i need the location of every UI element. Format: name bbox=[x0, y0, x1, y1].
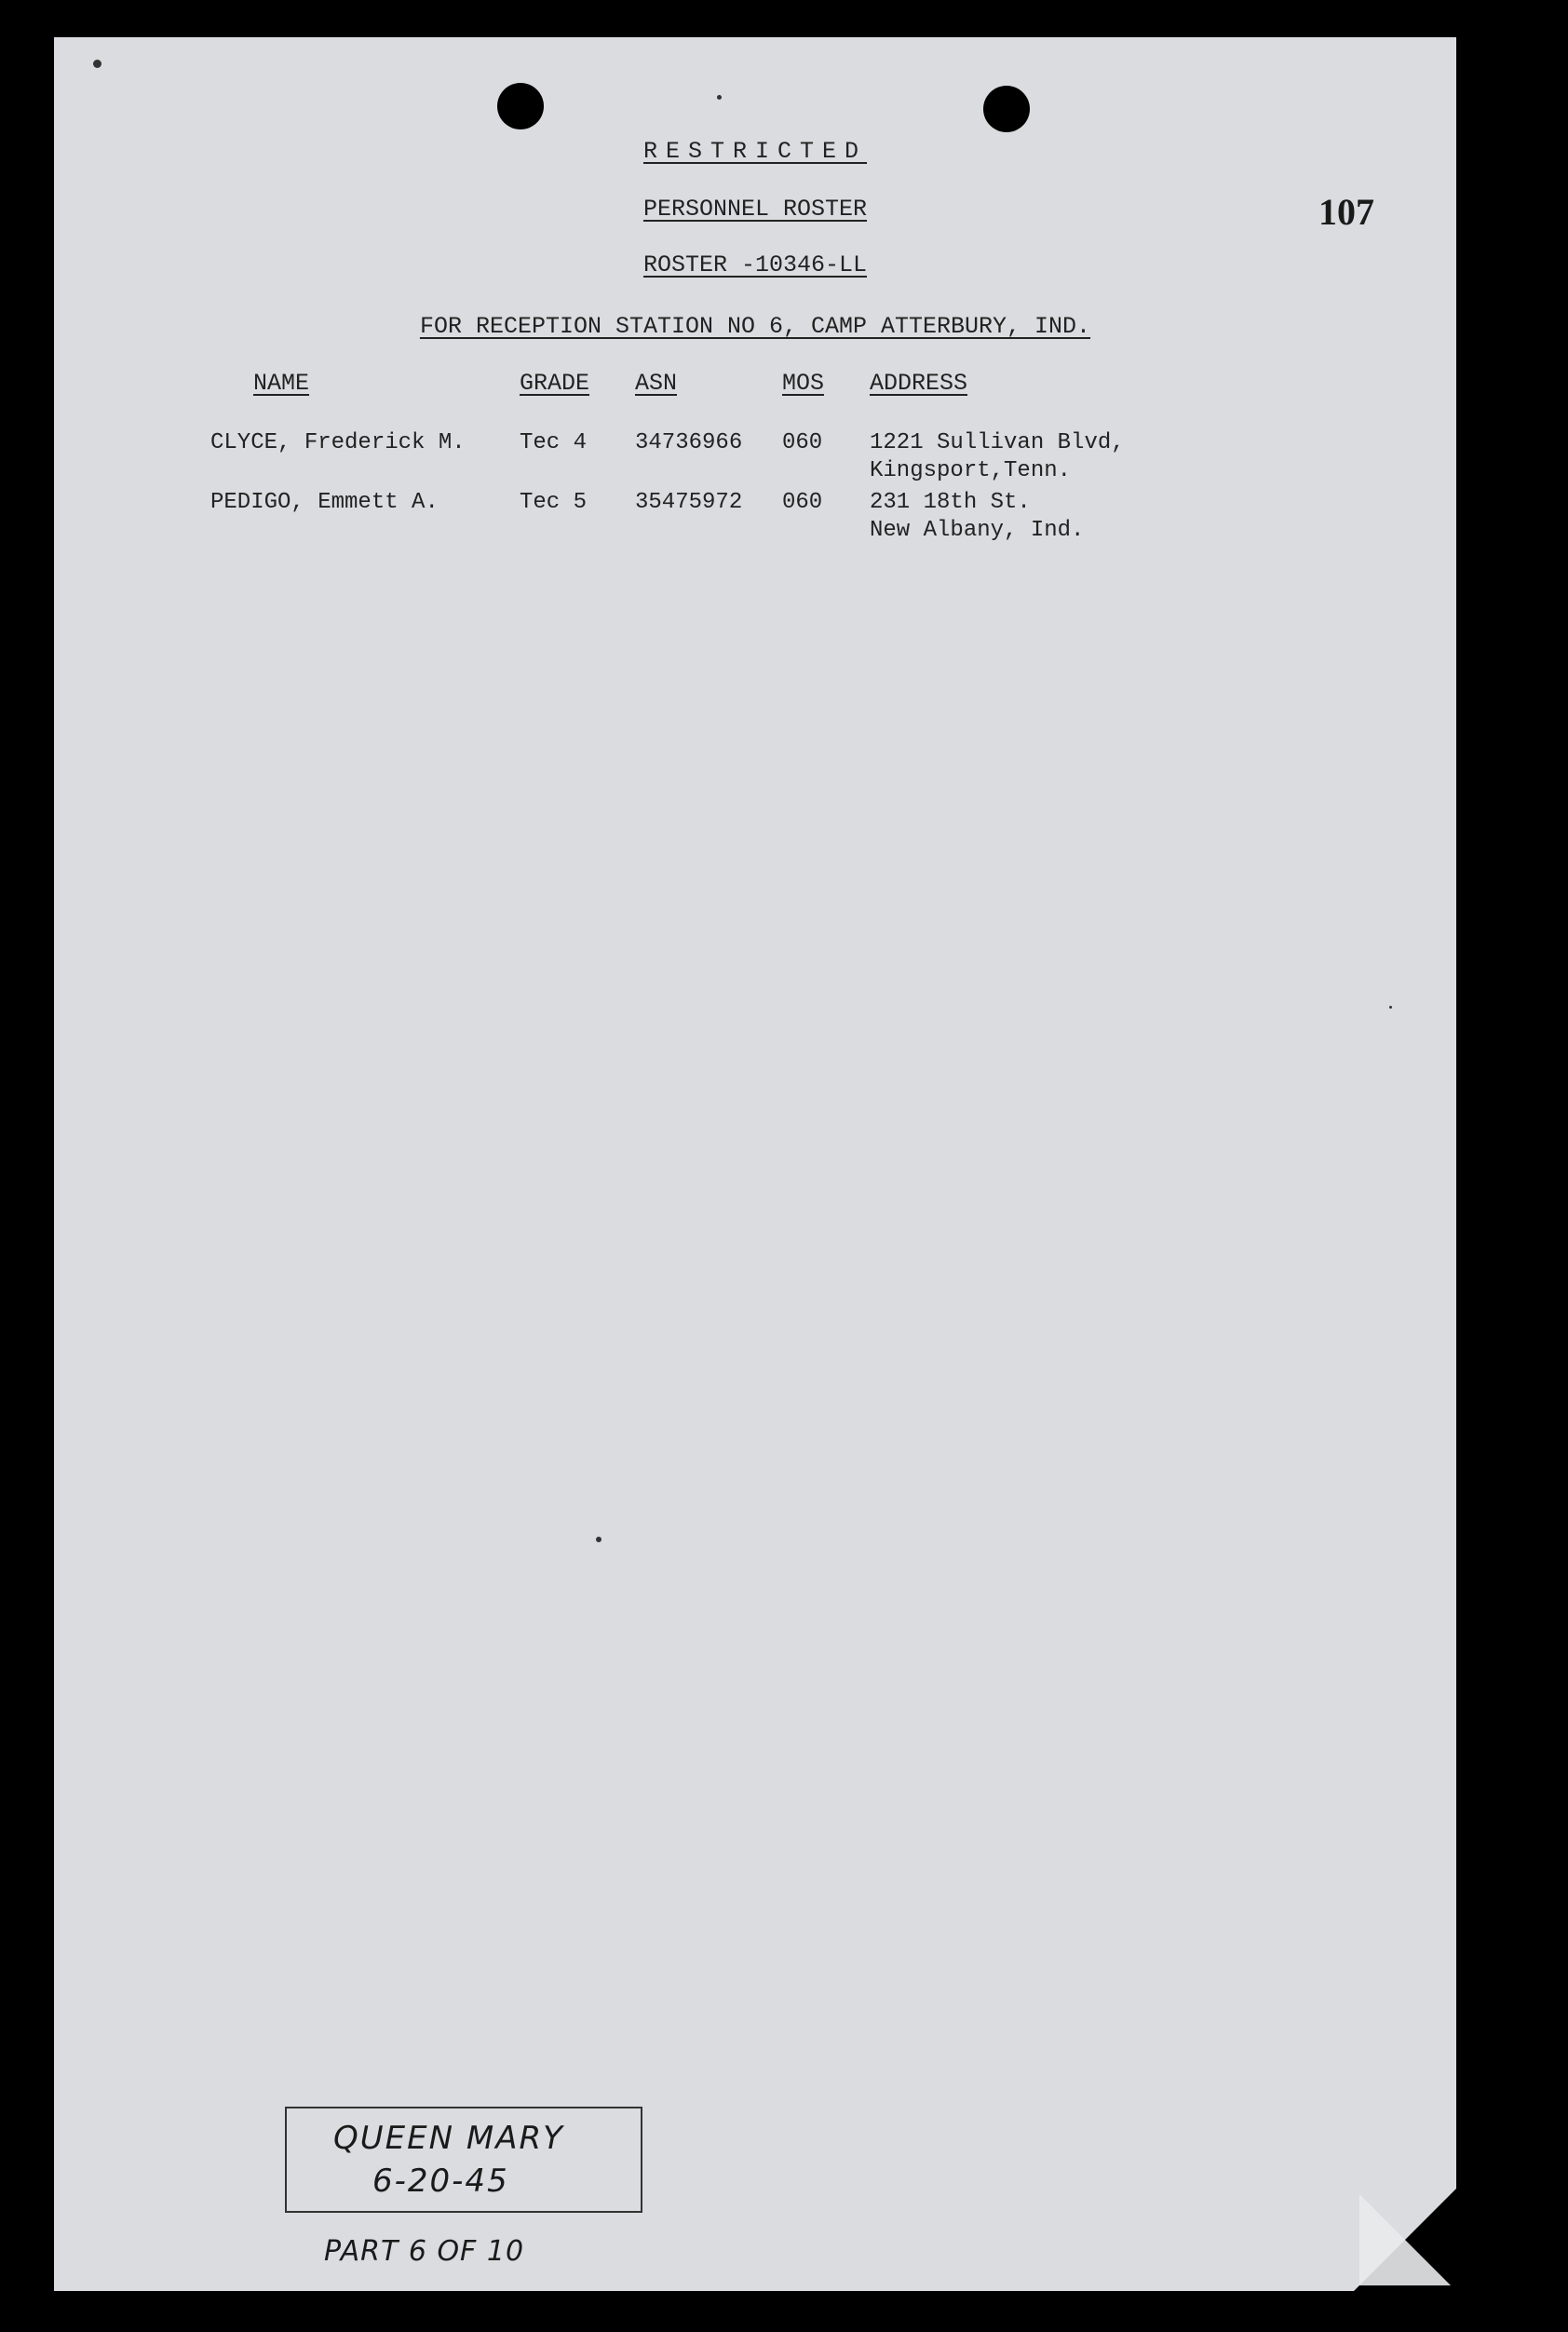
name-cell: CLYCE, Frederick M. bbox=[210, 430, 466, 455]
note-ship-name: QUEEN MARY bbox=[333, 2120, 564, 2157]
classification-heading: RESTRICTED bbox=[642, 138, 868, 165]
column-header-grade: GRADE bbox=[520, 370, 590, 397]
address-line-1: 231 18th St. bbox=[870, 490, 1031, 515]
address-line-2: Kingsport,Tenn. bbox=[870, 458, 1072, 483]
address-line-1: 1221 Sullivan Blvd, bbox=[870, 430, 1125, 455]
column-header-asn: ASN bbox=[635, 370, 678, 397]
document-title: PERSONNEL ROSTER bbox=[642, 196, 868, 223]
punch-hole-left bbox=[497, 83, 544, 129]
document-page bbox=[54, 37, 1456, 2291]
handwritten-note-box bbox=[285, 2107, 642, 2213]
grade-cell: Tec 4 bbox=[520, 430, 588, 455]
mos-cell: 060 bbox=[782, 430, 823, 455]
station-line: FOR RECEPTION STATION NO 6, CAMP ATTERBURY, IND. bbox=[419, 313, 1091, 340]
grade-cell: Tec 5 bbox=[520, 490, 588, 515]
address-line-2: New Albany, Ind. bbox=[870, 518, 1085, 543]
column-header-address: ADDRESS bbox=[870, 370, 968, 397]
page-number: 107 bbox=[1318, 191, 1374, 233]
asn-cell: 34736966 bbox=[635, 430, 743, 455]
column-header-name: NAME bbox=[253, 370, 310, 397]
part-note: PART 6 OF 10 bbox=[324, 2235, 525, 2268]
asn-cell: 35475972 bbox=[635, 490, 743, 515]
punch-hole-right bbox=[983, 86, 1030, 132]
mos-cell: 060 bbox=[782, 490, 823, 515]
column-header-mos: MOS bbox=[782, 370, 825, 397]
name-cell: PEDIGO, Emmett A. bbox=[210, 490, 439, 515]
roster-number: ROSTER -10346-LL bbox=[642, 251, 868, 278]
note-date: 6-20-45 bbox=[372, 2163, 509, 2200]
